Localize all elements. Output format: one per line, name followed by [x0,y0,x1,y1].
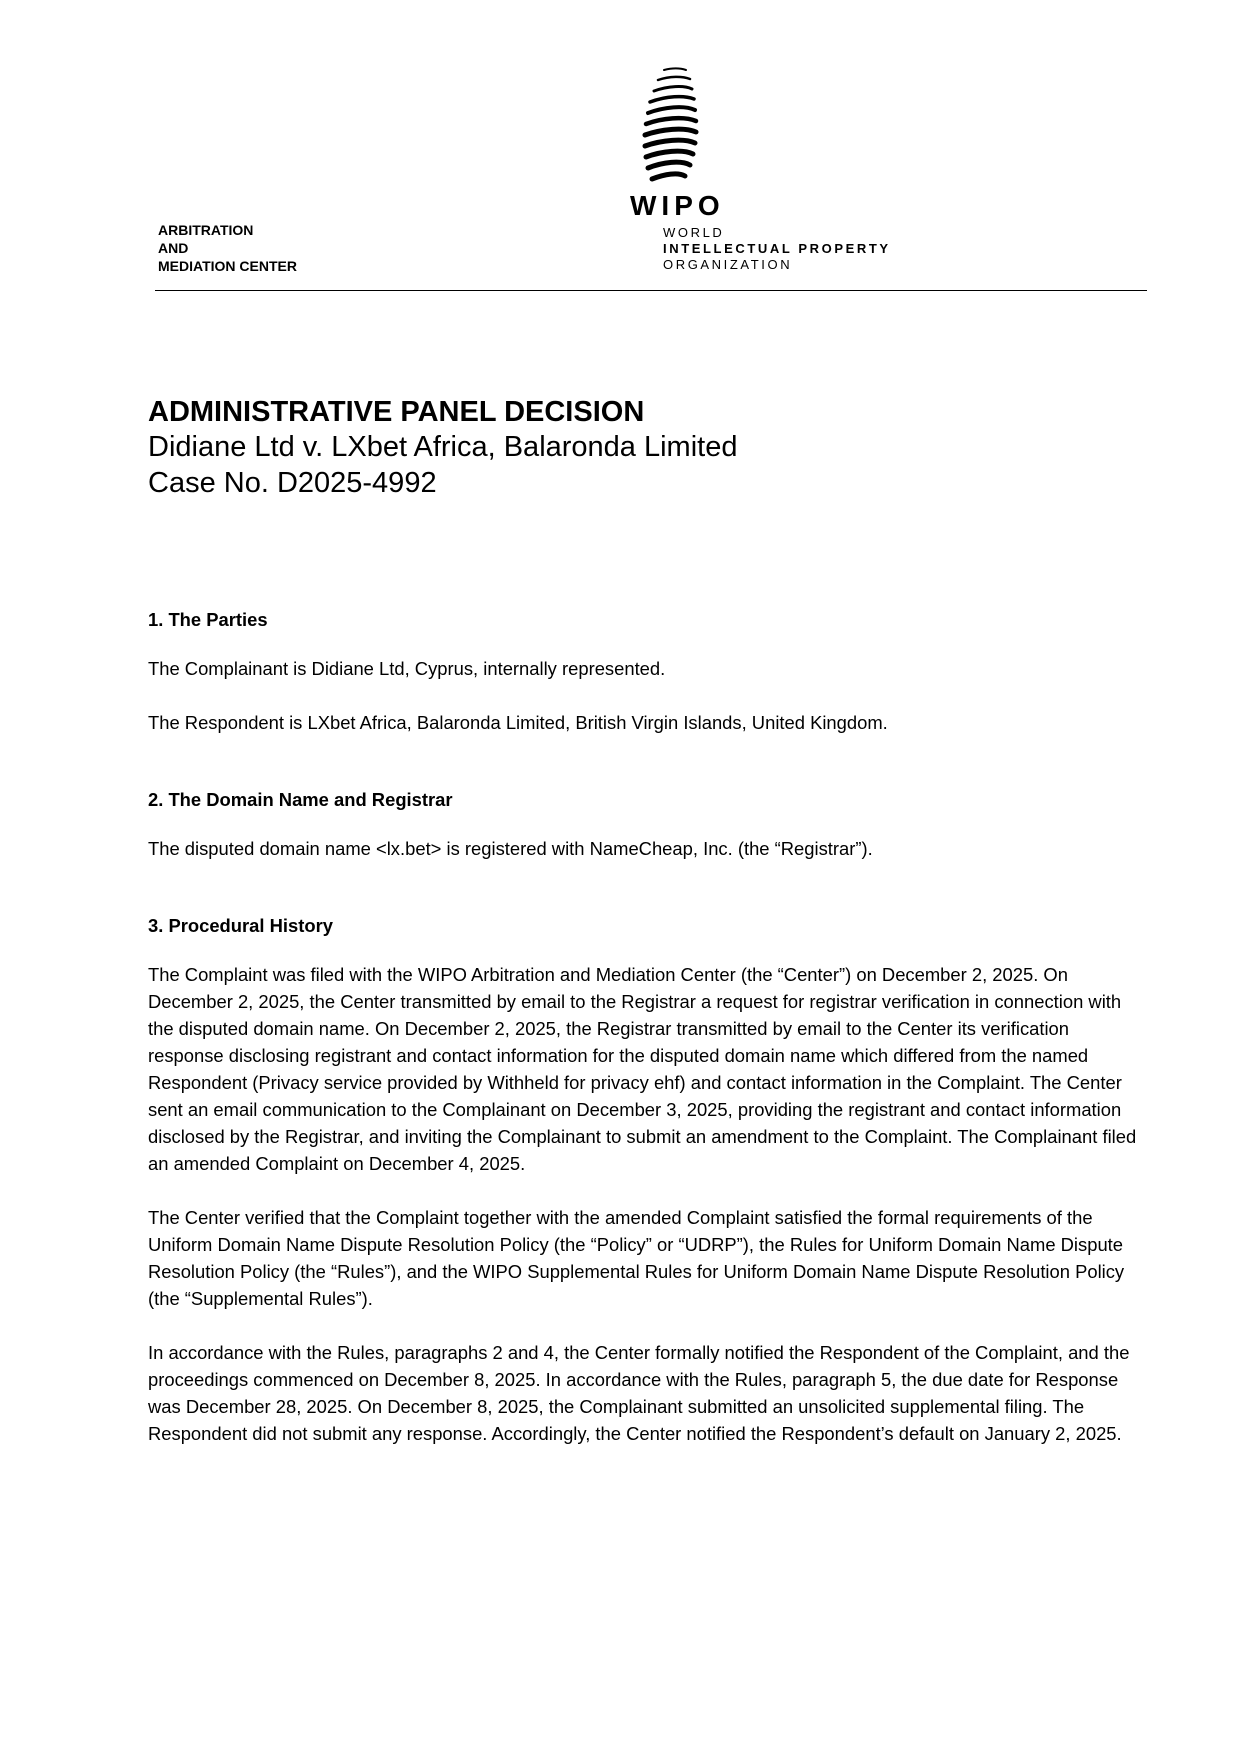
paragraph: The Complaint was filed with the WIPO Arbitration and Mediation Center (the “Center”) on December 2, 2025. On December 2, 2025, the Center transmitted by email to the Registrar a request for registrar verification in connection with the disputed domain name. On December 2, 2025, the Registrar transmitted by email to the Center its verification response disclosing registrant and contact information for the disputed domain name which differed from the named Respondent (Privacy service provided by Withheld for privacy ehf) and contact information in the Complaint. The Center sent an email communication to the Complainant on December 3, 2025, providing the registrant and contact information disclosed by the Registrar, and inviting the Complainant to submit an amendment to the Complaint. The Complainant filed an amended Complaint on December 4, 2025. [148,964,1137,1174]
paragraph: In accordance with the Rules, paragraphs 2 and 4, the Center formally notified the Respondent of the Complaint, and the proceedings commenced on December 8, 2025. In accordance with the Rules, paragraph 5, the due date for Response was December 28, 2025. On December 8, 2025, the Complainant submitted an unsolicited supplemental filing. The Respondent did not submit any response. Accordingly, the Center notified the Respondent’s default on January 2, 2025. [148,1342,1130,1444]
section-procedural-history [148,912,1148,1447]
center-label-line: AND [158,240,189,256]
paragraph: The Center verified that the Complaint together with the amended Complaint satisfied the formal requirements of the Uniform Domain Name Dispute Resolution Policy (the “Policy” or “UDRP”), the Rules for Uniform Domain Name Dispute Resolution Policy (the “Rules”), and the WIPO Supplemental Rules for Uniform Domain Name Dispute Resolution Policy (the “Supplemental Rules”). [148,1207,1125,1309]
case-parties: Didiane Ltd v. LXbet Africa, Balaronda Limited [148,431,738,463]
center-label-line: MEDIATION CENTER [158,258,297,274]
section-spacer [148,763,1148,786]
decision-body [148,606,1148,1474]
organization-name-line: ORGANIZATION [663,257,793,272]
wipo-wordmark: WIPO [630,190,725,221]
decision-heading: ADMINISTRATIVE PANEL DECISION [148,396,645,428]
organization-name [663,225,891,273]
organization-name-line: WORLD [663,225,725,240]
case-number: Case No. D2025-4992 [148,467,437,499]
organization-name-line: INTELLECTUAL PROPERTY [663,241,891,256]
section-parties [148,606,1148,736]
header-divider [155,290,1147,291]
page-header [0,0,1241,300]
section-heading: 2. The Domain Name and Registrar [148,789,453,810]
paragraph: The Complainant is Didiane Ltd, Cyprus, internally represented. [148,658,666,679]
section-heading: 3. Procedural History [148,915,333,936]
section-heading: 1. The Parties [148,609,268,630]
section-domain-name-registrar [148,786,1148,862]
paragraph: The Respondent is LXbet Africa, Balaronda Limited, British Virgin Islands, United Kingdom. [148,712,888,733]
decision-title-block [148,395,737,501]
paragraph: The disputed domain name <lx.bet> is registered with NameCheap, Inc. (the “Registrar”). [148,838,873,859]
section-spacer [148,889,1148,912]
center-label-line: ARBITRATION [158,222,254,238]
center-label [158,221,297,275]
